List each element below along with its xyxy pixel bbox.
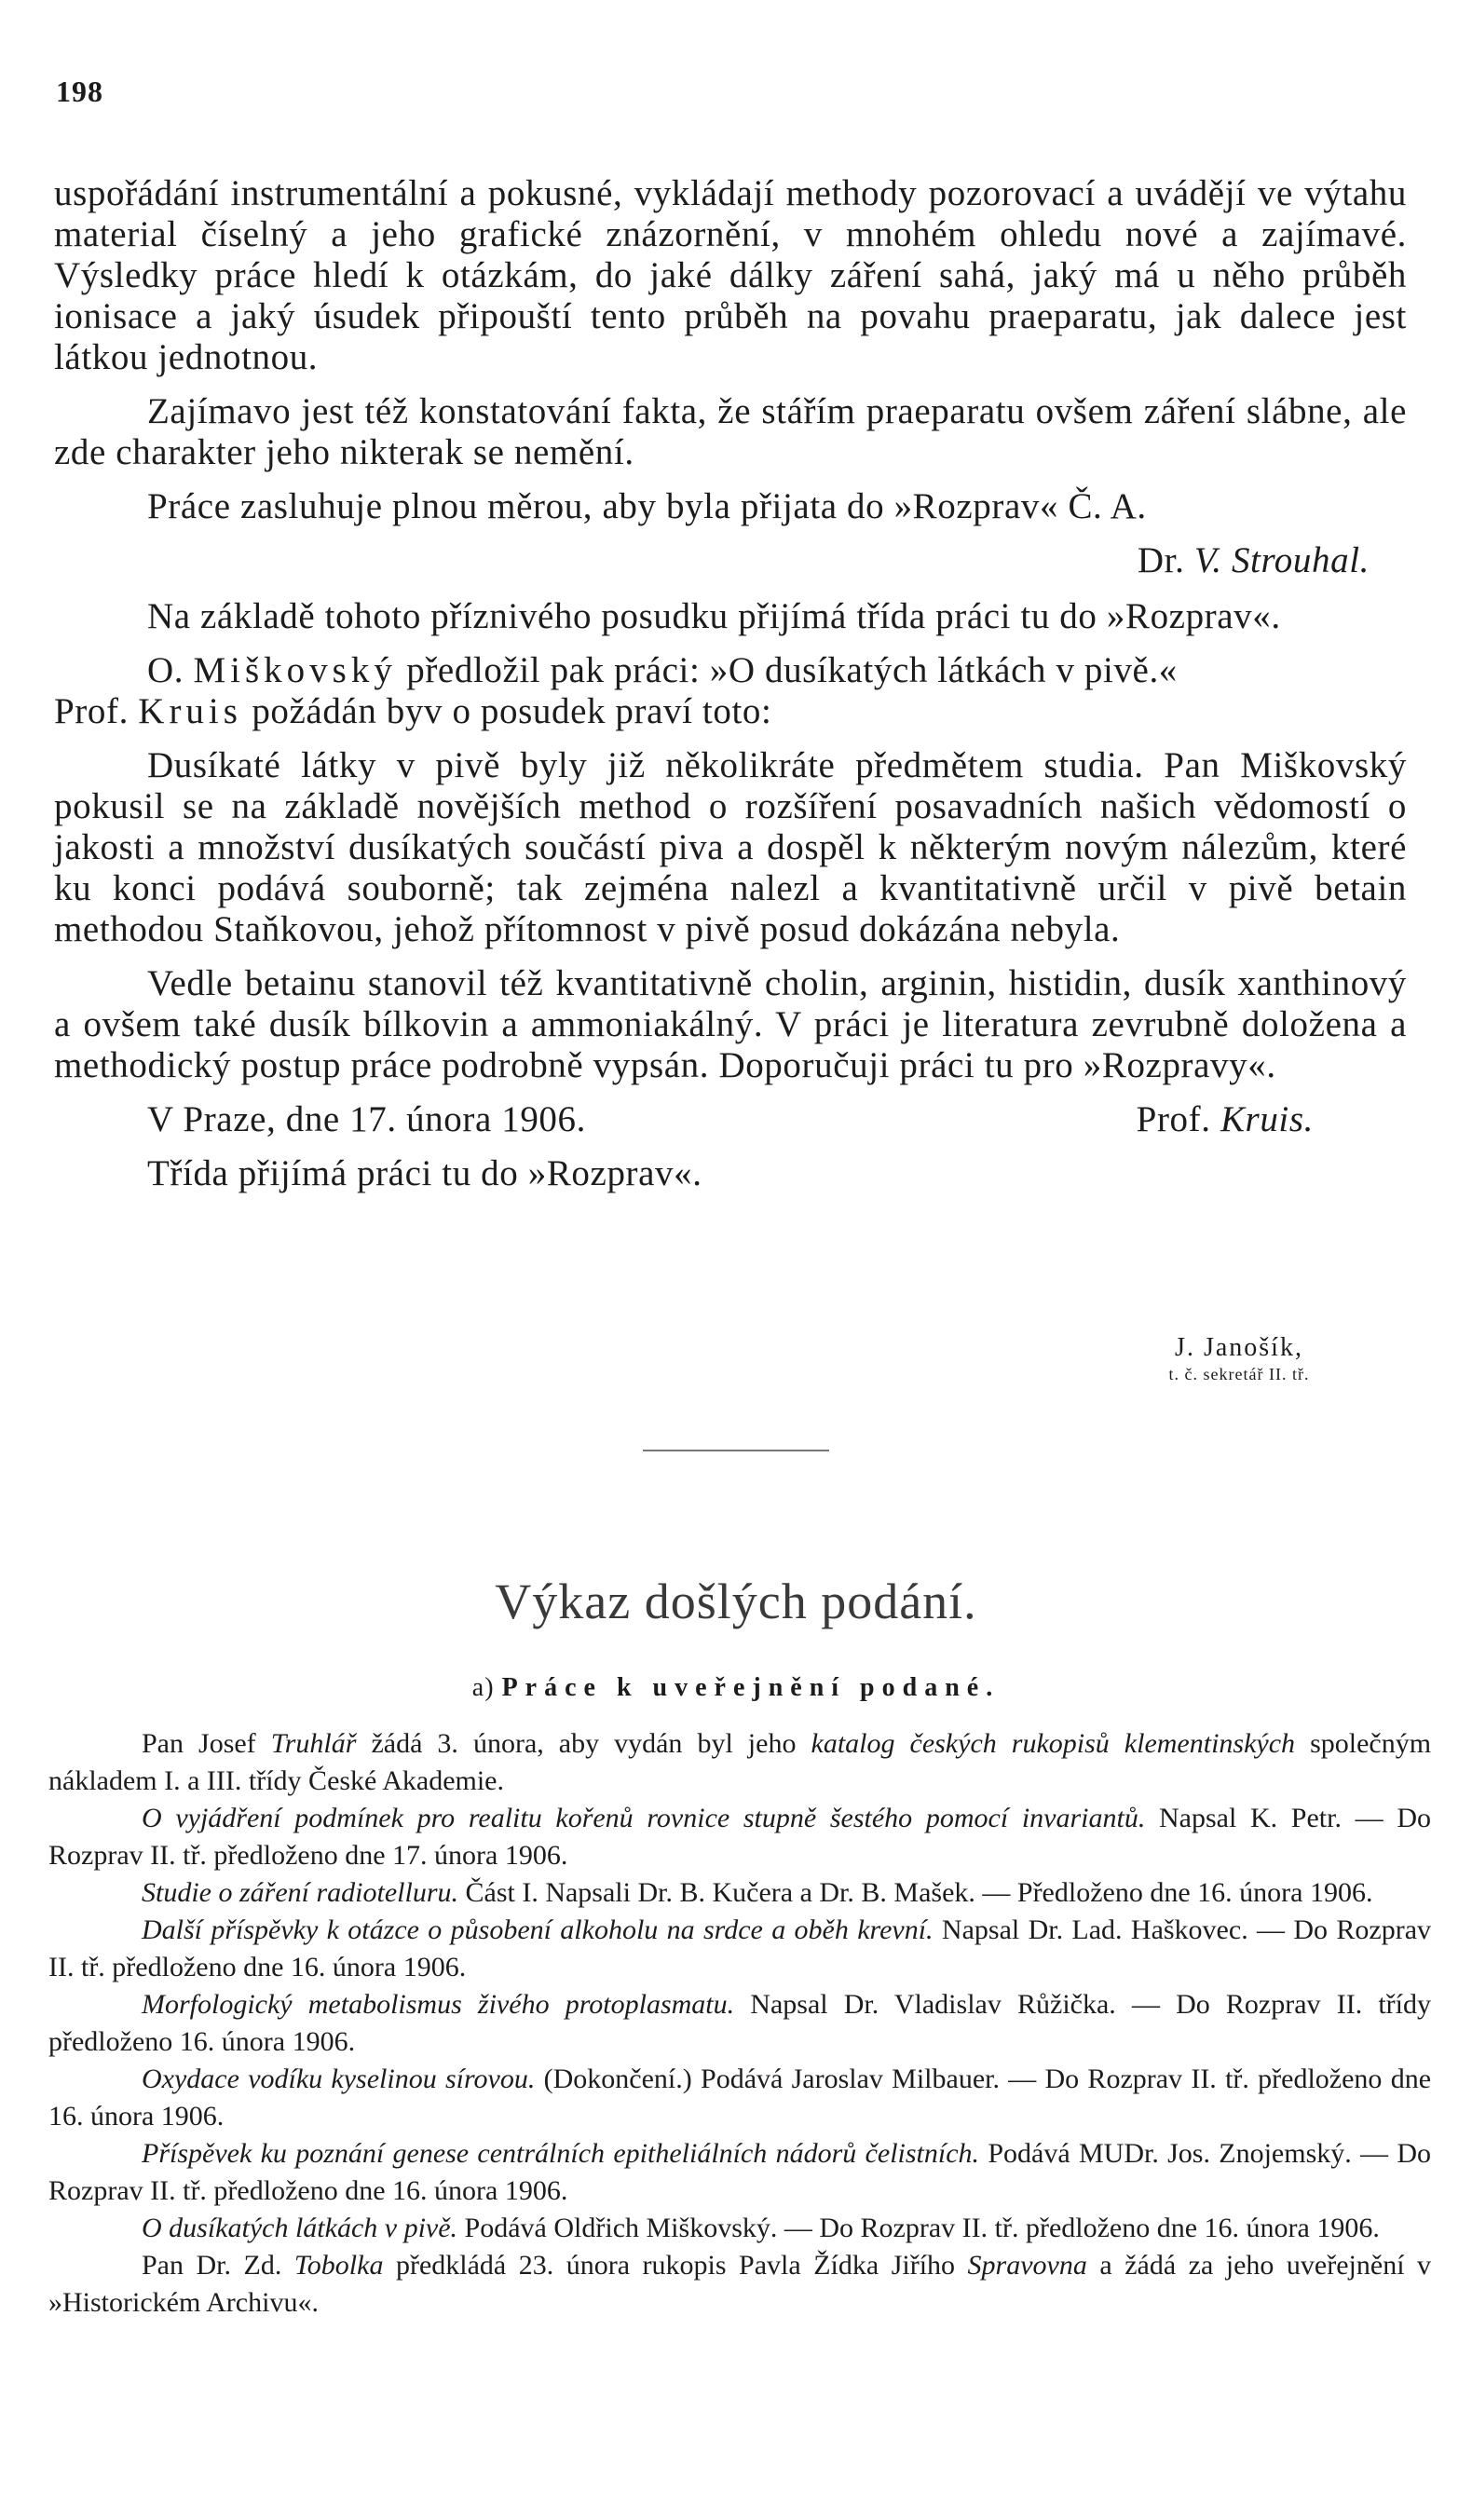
signature-strouhal	[54, 540, 1407, 581]
review-prefix: Prof.	[54, 691, 129, 731]
list-item: O dusíkatých látkách v pivě. Podává Oldřich Miškovský. — Do Rozprav II. tř. předloženo dne 16. února 1906.	[142, 2213, 1380, 2243]
signature-prefix: Prof.	[1136, 1099, 1211, 1139]
paragraph-recommendation: Práce zasluhuje plnou měrou, aby byla přijata do »Rozprav« Č. A.	[147, 486, 1147, 526]
section-heading: Výkaz došlých podání.	[495, 1573, 977, 1629]
list-item: Další příspěvky k otázce o působení alkoholu na srdce a oběh krevní. Napsal Dr. Lad. Haškovec. — Do Rozprav II. tř. předloženo dne 16. února 1906.	[48, 1914, 1432, 1982]
list-item: Pan Josef Truhlář žádá 3. února, aby vydán byl jeho katalog českých rukopisů klementinských společným nákladem I. a III. třídy České Akademie.	[48, 1728, 1432, 1796]
secretary-role: t. č. sekretář II. tř.	[1168, 1365, 1310, 1383]
subheading-text: Práce k uveřejnění podané.	[501, 1673, 1001, 1702]
paragraph-class-accepts-final: Třída přijímá práci tu do »Rozprav«.	[147, 1153, 702, 1193]
section-subheading	[0, 1673, 1472, 1703]
signature-name: V. Strouhal.	[1193, 540, 1370, 580]
reviewer-name: Kruis	[138, 691, 242, 731]
list-item: Morfologický metabolismus živého protoplasmatu. Napsal Dr. Vladislav Růžička. — Do Rozprav II. třídy předloženo 16. února 1906.	[48, 1989, 1432, 2057]
list-item: Studie o záření radiotelluru. Část I. Napsali Dr. B. Kučera a Dr. B. Mašek. — Předloženo dne 16. února 1906.	[142, 1877, 1373, 1908]
secretary-name: J. Janošík,	[1175, 1333, 1303, 1362]
list-item: Pan Dr. Zd. Tobolka předkládá 23. února rukopis Pavla Žídka Jiřího Spravovna a žádá za jeho uveřejnění v »Historickém Archivu«.	[48, 2250, 1432, 2318]
date-signature-line	[54, 1099, 1407, 1140]
signature-prefix: Dr.	[1137, 540, 1185, 580]
list-item: O vyjádření podmínek pro realitu kořenů rovnice stupně šestého pomocí invariantů. Napsal K. Petr. — Do Rozprav II. tř. předloženo dne 17. února 1906.	[48, 1803, 1431, 1871]
list-item: Příspěvek ku poznání genese centrálních epitheliálních nádorů čelistních. Podává MUDr. Jos. Znojemský. — Do Rozprav II. tř. předloženo dne 16. února 1906.	[48, 2138, 1432, 2206]
review-date: V Praze, dne 17. února 1906.	[147, 1099, 586, 1139]
page-number: 198	[56, 75, 103, 108]
subheading-prefix: a)	[471, 1673, 495, 1702]
section-divider	[643, 1450, 829, 1451]
paragraph-report-continuation: uspořádání instrumentální a pokusné, vykládají methody pozorovací a uvádějí ve výtahu material číselný a jeho grafické znázornění, v mnohém ohledu nové a zajímavé. Výsledky práce hledí k otázkám, do jaké dálky záření sahá, jaký má u něho průběh ionisace a jaký úsudek připouští tento průběh na povahu praeparatu, jak dalece jest látkou jednotnou.	[54, 173, 1407, 377]
signature-name: Kruis.	[1220, 1099, 1314, 1139]
submissions-list	[48, 1725, 1431, 2322]
review-text: požádán byv o posudek praví toto:	[252, 691, 772, 731]
submission-prefix: O.	[147, 650, 184, 690]
report-body	[54, 173, 1407, 1207]
list-item: Oxydace vodíku kyselinou sírovou. (Dokončení.) Podává Jaroslav Milbauer. — Do Rozprav II. tř. předloženo dne 16. února 1906.	[48, 2064, 1432, 2132]
paragraph-review-request	[54, 691, 1407, 732]
paragraph-class-accepts: Na základě tohoto příznivého posudku přijímá třída práci tu do »Rozprav«.	[147, 596, 1281, 636]
paragraph-aging-remark: Zajímavo jest též konstatování fakta, že stářím praeparatu ovšem záření slábne, ale zde charakter jeho nikterak se nemění.	[54, 391, 1407, 472]
paragraph-submission	[54, 650, 1407, 691]
paragraph-review-body: Dusíkaté látky v pivě byly již několikráte předmětem studia. Pan Miškovský pokusil se na základě novějších method o rozšíření posavadních našich vědomostí o jakosti a množství dusíkatých součástí piva a dospěl k některým novým nálezům, které ku konci podává souborně; tak zejména nalezl a kvantitativně určil v pivě betain methodou Staňkovou, jehož přítomnost v pivě posud dokázána nebyla.	[54, 745, 1407, 949]
submission-text: předložil pak práci: »O dusíkatých látkách v pivě.«	[406, 650, 1178, 690]
submission-author: Miškovský	[193, 650, 397, 690]
signature-kruis	[1137, 1099, 1314, 1140]
paragraph-review-conclusion: Vedle betainu stanovil též kvantitativně cholin, arginin, histidin, dusík xanthinový a ovšem také dusík bílkovin a ammoniakálný. V práci je literatura zevrubně doložena a methodický postup práce podrobně vypsán. Doporučuji práci tu pro »Rozpravy«.	[54, 963, 1407, 1085]
secretary-signature	[1099, 1332, 1379, 1384]
